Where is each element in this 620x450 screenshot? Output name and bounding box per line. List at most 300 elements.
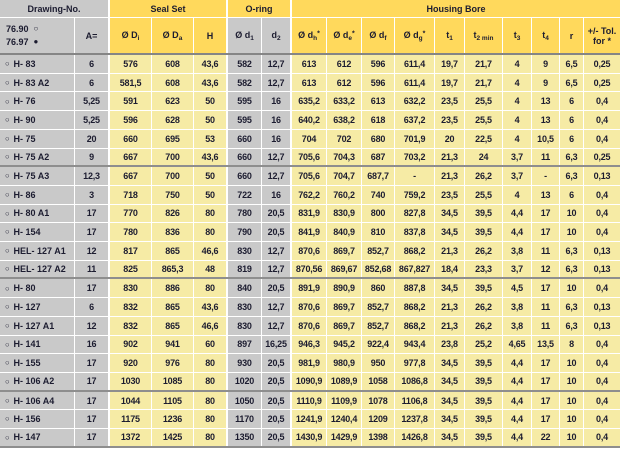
value-cell-t1: 23,5 (435, 111, 465, 129)
column-header-d1: Ø $d_1$ (228, 18, 262, 53)
circle-outline-icon: ○ (5, 133, 10, 143)
value-cell-t2: 39,5 (465, 410, 503, 428)
circle-outline-icon: ○ (5, 414, 10, 424)
value-cell-da: 826 (152, 205, 194, 223)
drawing-version-line-2 (6, 37, 38, 48)
value-cell-d2: 12,7 (262, 74, 292, 92)
value-cell-t1: 19,7 (435, 74, 465, 92)
value-cell-d1: 830 (228, 242, 262, 260)
table-row (0, 392, 620, 411)
value-cell-dg: 887,8 (395, 279, 435, 297)
value-cell-d2: 20,5 (262, 223, 292, 241)
value-cell-t4: 9 (532, 74, 560, 92)
value-cell-de: 1109,9 (327, 392, 362, 410)
value-cell-d2: 12,7 (262, 167, 292, 185)
value-cell-t1: 21,3 (435, 317, 465, 335)
circle-outline-icon: ○ (5, 227, 10, 237)
value-cell-t2: 26,2 (465, 167, 503, 185)
value-cell-de: 869,7 (327, 242, 362, 260)
column-header-dh: Ø $d_h^*$ (292, 18, 327, 53)
value-cell-t2: 25,5 (465, 92, 503, 110)
value-cell-h: 46,6 (194, 317, 228, 335)
value-cell-da: 865 (152, 242, 194, 260)
value-cell-t3: 4 (503, 55, 532, 73)
value-cell-a: 6 (75, 55, 110, 73)
value-cell-dh: 1430,9 (292, 429, 327, 446)
value-cell-t4: 13,5 (532, 336, 560, 354)
value-cell-t1: 19,7 (435, 55, 465, 73)
value-cell-h: 80 (194, 279, 228, 297)
value-cell-t1: 34,5 (435, 205, 465, 223)
value-cell-d1: 790 (228, 223, 262, 241)
row-label: H- 127 (13, 301, 41, 312)
value-cell-dg: 837,8 (395, 223, 435, 241)
value-cell-da: 1105 (152, 392, 194, 410)
table-row (0, 223, 620, 242)
circle-outline-icon: ○ (5, 246, 10, 256)
value-cell-h: 50 (194, 92, 228, 110)
value-cell-tol: 0,4 (584, 392, 620, 410)
value-cell-t4: 17 (532, 410, 560, 428)
value-cell-t4: 9 (532, 55, 560, 73)
value-cell-t2: 39,5 (465, 373, 503, 390)
value-cell-r: 6,3 (560, 149, 584, 166)
value-cell-dh: 635,2 (292, 92, 327, 110)
value-cell-da: 700 (152, 167, 194, 185)
value-cell-dh: 870,6 (292, 317, 327, 335)
value-cell-dg: 868,2 (395, 298, 435, 316)
value-cell-d2: 20,5 (262, 373, 292, 390)
value-cell-t1: 34,5 (435, 354, 465, 372)
row-label: H- 106 A4 (13, 395, 55, 406)
value-cell-r: 10 (560, 429, 584, 446)
value-cell-di: 1372 (110, 429, 152, 446)
value-cell-d2: 20,5 (262, 205, 292, 223)
value-cell-da: 976 (152, 354, 194, 372)
value-cell-t4: 12 (532, 261, 560, 278)
value-cell-d1: 1170 (228, 410, 262, 428)
value-cell-dh: 831,9 (292, 205, 327, 223)
row-label: H- 106 A2 (13, 376, 55, 387)
value-cell-tol: 0,13 (584, 261, 620, 278)
value-cell-dg: 759,2 (395, 186, 435, 204)
row-label: H- 154 (13, 227, 41, 238)
value-cell-de: 1240,4 (327, 410, 362, 428)
value-cell-t4: 17 (532, 373, 560, 390)
value-cell-de: 760,2 (327, 186, 362, 204)
circle-outline-icon: ○ (5, 283, 10, 293)
value-cell-dh: 705,6 (292, 149, 327, 166)
table-row (0, 205, 620, 224)
value-cell-da: 886 (152, 279, 194, 297)
drawing-no-versions-cell (0, 18, 75, 53)
value-cell-t4: 11 (532, 317, 560, 335)
value-cell-dh: 613 (292, 55, 327, 73)
value-cell-t4: - (532, 167, 560, 185)
circle-outline-icon: ○ (33, 24, 39, 33)
value-cell-t4: 11 (532, 298, 560, 316)
value-cell-de: 980,9 (327, 354, 362, 372)
value-cell-tol: 0,13 (584, 298, 620, 316)
value-cell-dg: 868,2 (395, 242, 435, 260)
value-cell-de: 702 (327, 130, 362, 148)
value-cell-t3: 4,65 (503, 336, 532, 354)
row-label: H- 127 A1 (13, 320, 55, 331)
value-cell-h: 53 (194, 130, 228, 148)
value-cell-df: 800 (362, 205, 395, 223)
row-label-cell (0, 167, 75, 185)
column-header-di: Ø $D_i$ (110, 18, 152, 53)
value-cell-dh: 705,6 (292, 167, 327, 185)
value-cell-t4: 11 (532, 242, 560, 260)
value-cell-a: 17 (75, 392, 110, 410)
value-cell-de: 1089,9 (327, 373, 362, 390)
value-cell-a: 3 (75, 186, 110, 204)
value-cell-di: 1175 (110, 410, 152, 428)
value-cell-r: 10 (560, 392, 584, 410)
value-cell-dh: 946,3 (292, 336, 327, 354)
circle-outline-icon: ○ (5, 115, 10, 125)
value-cell-tol: 0,4 (584, 279, 620, 297)
value-cell-a: 17 (75, 205, 110, 223)
value-cell-de: 869,7 (327, 298, 362, 316)
value-cell-dg: 827,8 (395, 205, 435, 223)
value-cell-de: 633,2 (327, 92, 362, 110)
value-cell-d1: 819 (228, 261, 262, 278)
value-cell-t3: 4 (503, 92, 532, 110)
value-cell-h: 80 (194, 410, 228, 428)
value-cell-t3: 4,4 (503, 205, 532, 223)
value-cell-t2: 26,2 (465, 298, 503, 316)
value-cell-t1: 21,3 (435, 298, 465, 316)
row-label: HEL- 127 A2 (13, 264, 66, 275)
value-cell-d2: 16 (262, 92, 292, 110)
value-cell-tol: 0,4 (584, 354, 620, 372)
value-cell-a: 17 (75, 279, 110, 297)
table-row (0, 74, 620, 93)
row-label-cell (0, 149, 75, 166)
value-cell-r: 6 (560, 111, 584, 129)
table-row (0, 373, 620, 392)
value-cell-tol: 0,4 (584, 205, 620, 223)
value-cell-r: 10 (560, 410, 584, 428)
value-cell-h: 80 (194, 373, 228, 390)
row-label: H- 156 (13, 414, 41, 425)
value-cell-d1: 1050 (228, 392, 262, 410)
row-label: H- 75 A3 (13, 171, 50, 182)
value-cell-h: 80 (194, 354, 228, 372)
value-cell-dg: 611,4 (395, 74, 435, 92)
value-cell-t2: 21,7 (465, 74, 503, 92)
value-cell-h: 80 (194, 392, 228, 410)
circle-outline-icon: ○ (5, 376, 10, 386)
table-row (0, 167, 620, 186)
value-cell-da: 865 (152, 298, 194, 316)
column-header-t2: $t_{2 min}$ (465, 18, 503, 53)
value-cell-dh: 1110,9 (292, 392, 327, 410)
value-cell-df: 922,4 (362, 336, 395, 354)
value-cell-da: 1425 (152, 429, 194, 446)
value-cell-d1: 660 (228, 167, 262, 185)
row-label-cell (0, 392, 75, 410)
value-cell-a: 17 (75, 373, 110, 390)
value-cell-di: 1030 (110, 373, 152, 390)
value-cell-r: 6 (560, 130, 584, 148)
table-row (0, 130, 620, 149)
value-cell-df: 1058 (362, 373, 395, 390)
column-header-df: Ø $d_f$ (362, 18, 395, 53)
value-cell-di: 902 (110, 336, 152, 354)
value-cell-t4: 17 (532, 354, 560, 372)
value-cell-t3: 3,8 (503, 317, 532, 335)
row-label: H- 83 (13, 58, 36, 69)
column-header-de: Ø $d_e^*$ (327, 18, 362, 53)
value-cell-a: 17 (75, 410, 110, 428)
value-cell-tol: 0,4 (584, 111, 620, 129)
table-row (0, 149, 620, 168)
value-cell-t4: 13 (532, 111, 560, 129)
value-cell-t1: 34,5 (435, 410, 465, 428)
value-cell-d2: 20,5 (262, 410, 292, 428)
circle-outline-icon: ○ (5, 77, 10, 87)
table-row (0, 242, 620, 261)
value-cell-dg: 977,8 (395, 354, 435, 372)
value-cell-d1: 660 (228, 149, 262, 166)
value-cell-d2: 12,7 (262, 242, 292, 260)
value-cell-d1: 840 (228, 279, 262, 297)
value-cell-t4: 11 (532, 149, 560, 166)
row-label-cell (0, 186, 75, 204)
value-cell-t2: 22,5 (465, 130, 503, 148)
value-cell-dg: 703,2 (395, 149, 435, 166)
column-header-h: H (194, 18, 228, 53)
value-cell-di: 770 (110, 205, 152, 223)
circle-outline-icon: ○ (5, 96, 10, 106)
circle-filled-icon: ● (33, 37, 39, 46)
value-cell-a: 5,25 (75, 111, 110, 129)
value-cell-d1: 595 (228, 92, 262, 110)
value-cell-t3: 4 (503, 130, 532, 148)
value-cell-a: 20 (75, 130, 110, 148)
value-cell-t4: 17 (532, 279, 560, 297)
value-cell-da: 941 (152, 336, 194, 354)
value-cell-t2: 24 (465, 149, 503, 166)
value-cell-da: 1085 (152, 373, 194, 390)
value-cell-tol: 0,13 (584, 317, 620, 335)
table-row (0, 279, 620, 298)
value-cell-di: 718 (110, 186, 152, 204)
row-label-cell (0, 429, 75, 446)
circle-outline-icon: ○ (5, 171, 10, 181)
value-cell-di: 581,5 (110, 74, 152, 92)
value-cell-t1: 18,4 (435, 261, 465, 278)
value-cell-t3: 4,5 (503, 279, 532, 297)
table-body (0, 55, 620, 448)
column-header-dg: Ø $d_g^*$ (395, 18, 435, 53)
table-row (0, 410, 620, 429)
value-cell-dh: 704 (292, 130, 327, 148)
table-row (0, 429, 620, 448)
value-cell-da: 750 (152, 186, 194, 204)
value-cell-dg: 632,2 (395, 92, 435, 110)
value-cell-di: 780 (110, 223, 152, 241)
value-cell-h: 43,6 (194, 149, 228, 166)
value-cell-t3: 4 (503, 186, 532, 204)
value-cell-dh: 640,2 (292, 111, 327, 129)
row-label-cell (0, 354, 75, 372)
value-cell-tol: 0,4 (584, 336, 620, 354)
value-cell-tol: 0,4 (584, 429, 620, 446)
value-cell-t2: 26,2 (465, 242, 503, 260)
table-row (0, 55, 620, 74)
circle-outline-icon: ○ (5, 432, 10, 442)
value-cell-da: 695 (152, 130, 194, 148)
value-cell-a: 5,25 (75, 92, 110, 110)
row-label-cell (0, 261, 75, 278)
row-label-cell (0, 373, 75, 390)
value-cell-t3: 3,7 (503, 167, 532, 185)
value-cell-t4: 13 (532, 186, 560, 204)
value-cell-r: 6,5 (560, 74, 584, 92)
value-cell-a: 9 (75, 149, 110, 166)
value-cell-tol: 0,4 (584, 92, 620, 110)
value-cell-df: 1078 (362, 392, 395, 410)
value-cell-h: 80 (194, 223, 228, 241)
row-label-cell (0, 279, 75, 297)
value-cell-t3: 3,8 (503, 298, 532, 316)
value-cell-t3: 4,4 (503, 223, 532, 241)
row-label-cell (0, 298, 75, 316)
value-cell-d2: 20,5 (262, 354, 292, 372)
value-cell-r: 10 (560, 354, 584, 372)
value-cell-tol: 0,13 (584, 167, 620, 185)
value-cell-de: 869,67 (327, 261, 362, 278)
value-cell-da: 1236 (152, 410, 194, 428)
value-cell-d1: 830 (228, 298, 262, 316)
value-cell-di: 660 (110, 130, 152, 148)
value-cell-t1: 34,5 (435, 223, 465, 241)
value-cell-h: 43,6 (194, 55, 228, 73)
value-cell-df: 740 (362, 186, 395, 204)
column-header-da: Ø $D_a$ (152, 18, 194, 53)
value-cell-r: 6 (560, 186, 584, 204)
value-cell-df: 852,68 (362, 261, 395, 278)
value-cell-t1: 20 (435, 130, 465, 148)
table-row (0, 261, 620, 280)
value-cell-da: 628 (152, 111, 194, 129)
value-cell-a: 17 (75, 354, 110, 372)
value-cell-d1: 1020 (228, 373, 262, 390)
value-cell-dg: 868,2 (395, 317, 435, 335)
value-cell-tol: 0,4 (584, 130, 620, 148)
value-cell-di: 832 (110, 317, 152, 335)
value-cell-df: 1398 (362, 429, 395, 446)
value-cell-t1: 21,3 (435, 149, 465, 166)
circle-outline-icon: ○ (5, 208, 10, 218)
value-cell-di: 591 (110, 92, 152, 110)
value-cell-dh: 981,9 (292, 354, 327, 372)
circle-outline-icon: ○ (5, 302, 10, 312)
value-cell-df: 852,7 (362, 298, 395, 316)
value-cell-t3: 4,4 (503, 429, 532, 446)
row-label: H- 141 (13, 339, 41, 350)
value-cell-d1: 582 (228, 74, 262, 92)
value-cell-da: 608 (152, 74, 194, 92)
value-cell-a: 17 (75, 429, 110, 446)
value-cell-t2: 39,5 (465, 392, 503, 410)
value-cell-de: 945,2 (327, 336, 362, 354)
value-cell-dg: 701,9 (395, 130, 435, 148)
value-cell-t2: 39,5 (465, 223, 503, 241)
value-cell-dg: - (395, 167, 435, 185)
value-cell-d2: 20,5 (262, 392, 292, 410)
value-cell-t2: 39,5 (465, 354, 503, 372)
value-cell-di: 832 (110, 298, 152, 316)
value-cell-dg: 943,4 (395, 336, 435, 354)
value-cell-tol: 0,25 (584, 74, 620, 92)
value-cell-dg: 1086,8 (395, 373, 435, 390)
value-cell-t1: 34,5 (435, 429, 465, 446)
value-cell-tol: 0,4 (584, 186, 620, 204)
value-cell-a: 16 (75, 336, 110, 354)
row-label: H- 75 (13, 133, 36, 144)
value-cell-h: 50 (194, 186, 228, 204)
row-label: H- 155 (13, 358, 41, 369)
value-cell-t2: 23,3 (465, 261, 503, 278)
value-cell-a: 17 (75, 223, 110, 241)
value-cell-h: 50 (194, 111, 228, 129)
column-header-d2: $d_2$ (262, 18, 292, 53)
value-cell-r: 6,3 (560, 317, 584, 335)
value-cell-dh: 613 (292, 74, 327, 92)
column-header-tol: +/- Tol. for * (584, 18, 620, 53)
value-cell-t2: 25,5 (465, 111, 503, 129)
value-cell-t3: 3,7 (503, 149, 532, 166)
value-cell-t3: 4 (503, 111, 532, 129)
value-cell-t2: 39,5 (465, 279, 503, 297)
value-cell-de: 704,7 (327, 167, 362, 185)
row-label-cell (0, 223, 75, 241)
value-cell-t1: 21,3 (435, 167, 465, 185)
value-cell-da: 623 (152, 92, 194, 110)
value-cell-dh: 1090,9 (292, 373, 327, 390)
table-row (0, 298, 620, 317)
row-label: H- 83 A2 (13, 77, 50, 88)
value-cell-d1: 830 (228, 317, 262, 335)
value-cell-d1: 897 (228, 336, 262, 354)
group-header-o-ring: O-ring (228, 0, 292, 17)
column-header-t3: $t_3$ (503, 18, 532, 53)
circle-outline-icon: ○ (5, 59, 10, 69)
value-cell-d1: 1350 (228, 429, 262, 446)
value-cell-r: 6,3 (560, 242, 584, 260)
row-label: H- 75 A2 (13, 151, 50, 162)
value-cell-h: 43,6 (194, 298, 228, 316)
group-header-row (0, 0, 620, 18)
value-cell-h: 46,6 (194, 242, 228, 260)
value-cell-di: 817 (110, 242, 152, 260)
value-cell-a: 6 (75, 298, 110, 316)
value-cell-d2: 16,25 (262, 336, 292, 354)
row-label-cell (0, 317, 75, 335)
value-cell-dg: 637,2 (395, 111, 435, 129)
value-cell-d2: 16 (262, 130, 292, 148)
column-header-r: r (560, 18, 584, 53)
value-cell-tol: 0,13 (584, 242, 620, 260)
value-cell-t4: 17 (532, 392, 560, 410)
drawing-version-line-1 (6, 24, 38, 35)
value-cell-t2: 25,5 (465, 186, 503, 204)
